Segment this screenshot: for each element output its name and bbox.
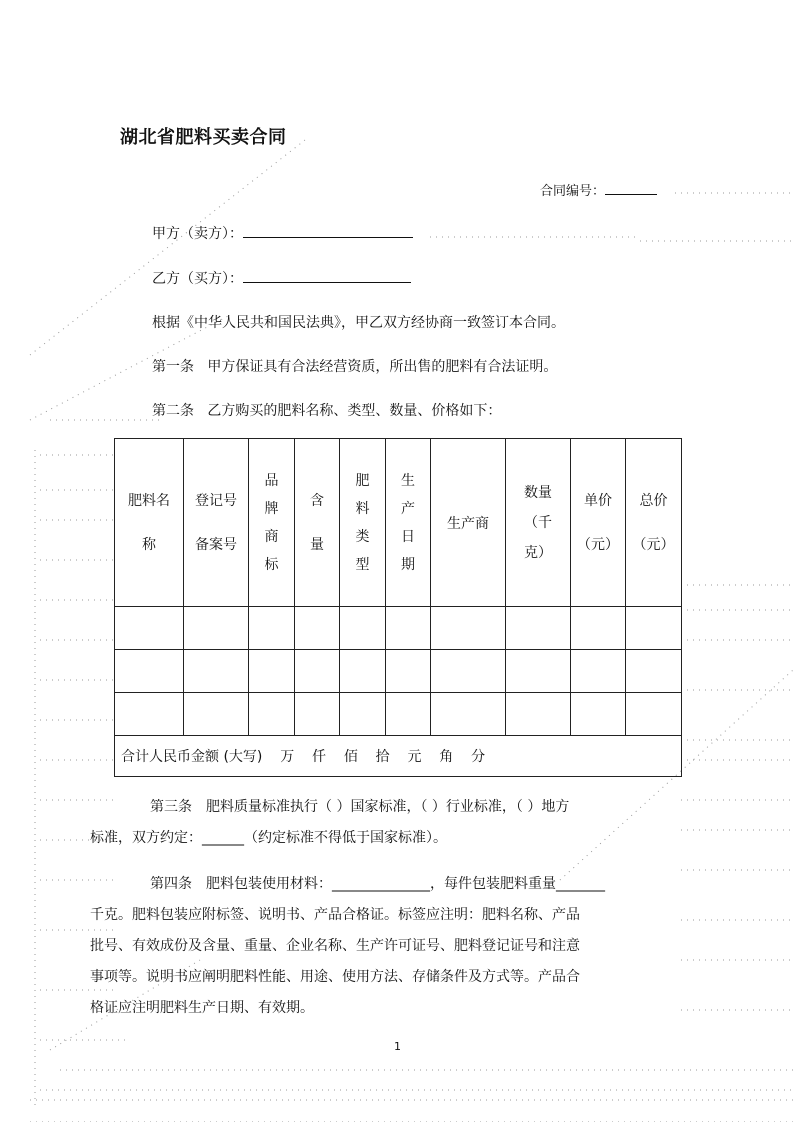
contract-number-label: 合同编号： — [540, 184, 606, 199]
header-brand: 品 牌 商 标 — [249, 439, 295, 607]
unit-bai: 佰 — [343, 749, 358, 765]
party-b-line — [152, 268, 411, 288]
table-row — [115, 693, 682, 736]
unit-shi: 拾 — [375, 749, 390, 765]
fertilizer-items-table — [114, 438, 682, 777]
header-manufacturer: 生产商 — [431, 439, 506, 607]
contract-number-field[interactable] — [605, 182, 657, 195]
article-2-heading: 第二条 — [152, 403, 194, 419]
unit-fen: 分 — [471, 749, 486, 765]
article-3-line-1: 第三条 肥料质量标准执行（ ）国家标准，（ ）行业标准，（ ）地方 — [150, 799, 570, 815]
header-registration-number: 登记号 备案号 — [184, 439, 249, 607]
table-header-row — [115, 439, 682, 607]
contract-number — [540, 180, 657, 199]
intro-text: 根据《中华人民共和国民法典》，甲乙双方经协商一致签订本合同。 — [152, 315, 565, 331]
article-4-line-3: 批号、有效成份及含量、重量、企业名称、生产许可证号、肥料登记证号和注意 — [90, 938, 580, 954]
header-unit-price: 单价 （元） — [571, 439, 626, 607]
header-fertilizer-name: 肥料名 称 — [115, 439, 184, 607]
article-4-line-4: 事项等。说明书应阐明肥料性能、用途、使用方法、存储条件及方式等。产品合 — [90, 969, 580, 985]
header-quantity: 数量 （千 克） — [506, 439, 571, 607]
header-production-date: 生 产 日 期 — [386, 439, 431, 607]
total-amount-label: 合计人民币金额 (大写) — [121, 749, 263, 765]
table-row — [115, 607, 682, 650]
article-2 — [152, 400, 501, 420]
party-a-field[interactable] — [243, 225, 413, 238]
article-2-text: 乙方购买的肥料名称、类型、数量、价格如下： — [207, 403, 502, 419]
party-b-field[interactable] — [243, 270, 411, 283]
article-1 — [152, 356, 557, 376]
party-b-label: 乙方（买方）： — [152, 271, 243, 287]
unit-qian: 仟 — [312, 749, 326, 765]
article-4-line-1: 第四条 肥料包装使用材料：______________，每件包装肥料重量_______ — [150, 876, 605, 892]
page-number: 1 — [394, 1040, 401, 1053]
article-3 — [90, 792, 675, 854]
header-fertilizer-type: 肥 料 类 型 — [340, 439, 386, 607]
total-amount-cell[interactable] — [115, 736, 682, 777]
party-a-label: 甲方（卖方）： — [152, 226, 243, 242]
document-title: 湖北省肥料买卖合同 — [120, 127, 287, 148]
article-4-line-5: 格证应注明肥料生产日期、有效期。 — [90, 1000, 314, 1016]
unit-wan: 万 — [280, 749, 295, 765]
unit-jiao: 角 — [439, 749, 454, 765]
article-1-text: 甲方保证具有合法经营资质，所出售的肥料有合法证明。 — [207, 359, 558, 375]
header-content: 含 量 — [295, 439, 340, 607]
party-a-line — [152, 223, 413, 243]
table-total-row — [115, 736, 682, 777]
unit-yuan: 元 — [407, 749, 422, 765]
article-4-line-2: 千克。肥料包装应附标签、说明书、产品合格证。标签应注明：肥料名称、产品 — [90, 907, 580, 923]
table-row — [115, 650, 682, 693]
header-total-price: 总价 （元） — [626, 439, 682, 607]
article-3-line-2: 标准，双方约定：______（约定标准不得低于国家标准）。 — [90, 830, 447, 846]
article-4 — [90, 869, 675, 1024]
article-1-heading: 第一条 — [152, 359, 194, 375]
